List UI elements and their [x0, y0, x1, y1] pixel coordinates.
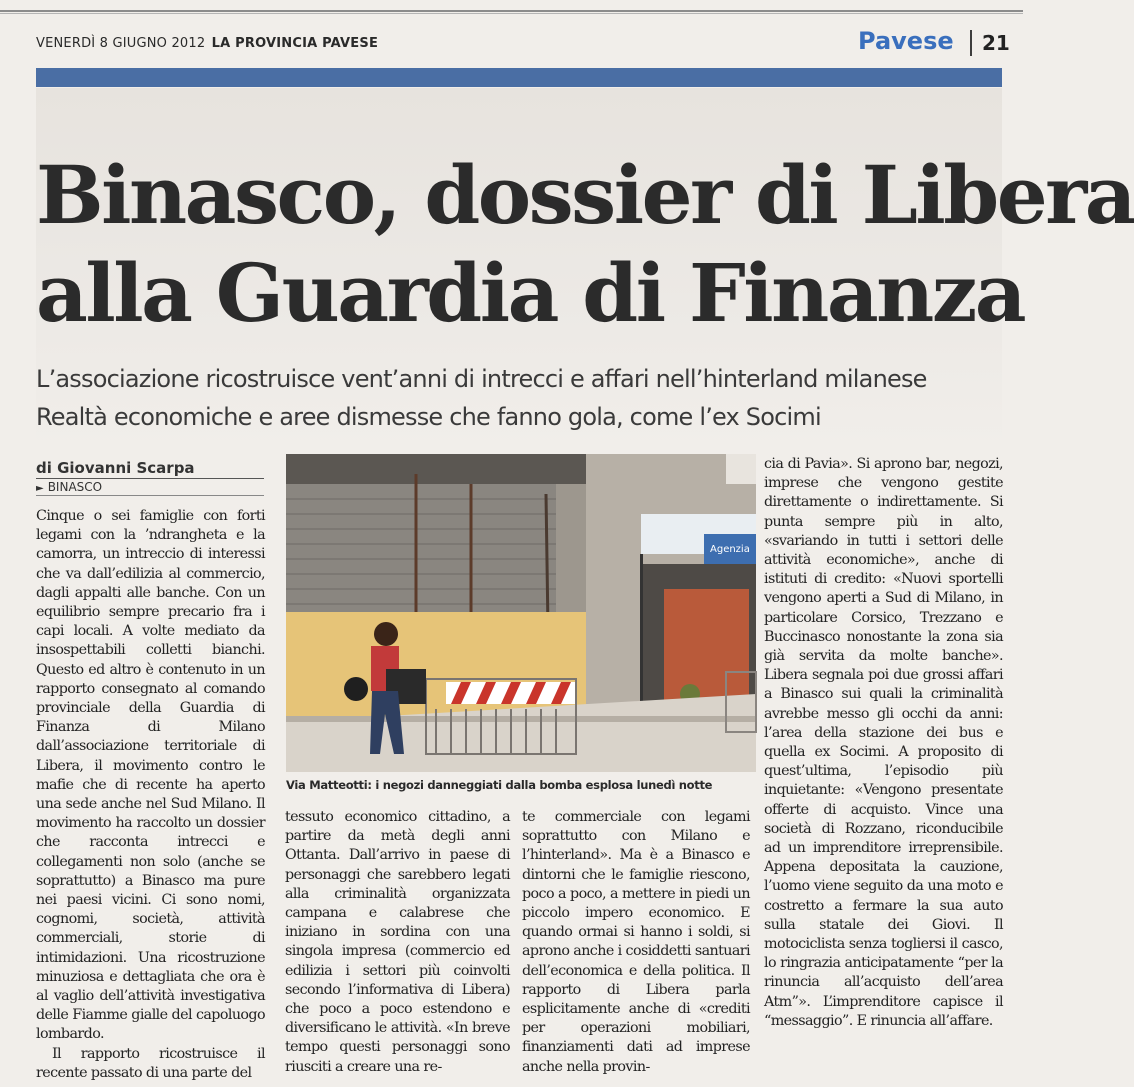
article-column-3 — [522, 808, 750, 1077]
header-date-text: VENERDÌ 8 GIUGNO 2012 — [36, 36, 206, 51]
shop-sign-text: Agenzia — [710, 544, 750, 555]
photo-caption: Via Matteotti: i negozi danneggiati dalla bomba esplosa lunedì notte — [286, 778, 713, 792]
dateline-arrow-icon: ► — [36, 483, 44, 494]
headline-line-2: alla Guardia di Finanza — [36, 246, 1025, 340]
dateline — [36, 480, 102, 494]
header-date — [36, 36, 378, 51]
page-number: 21 — [982, 31, 1010, 55]
headline — [36, 146, 1134, 342]
byline-rule — [36, 478, 264, 479]
article-column-4 — [764, 455, 1003, 1031]
subhead-line-1: L’associazione ricostruisce vent’anni di intrecci e affari nell’hinterland milanese — [36, 365, 927, 393]
subheadline — [36, 360, 1016, 436]
paragraph: tessuto economico cittadino, a partire da metà degli anni Ottanta. Dall’arrivo in paese di personaggi che sarebbero legati alla criminalità organizzata campana e calabrese che iniziano in sordina con una singola impresa (commercio ed edilizia i settori più coinvolti secondo l’informativa di Libera) che poco a poco estendono e diversificano le attività. «In breve tempo questi personaggi sono riusciti a creare una re- — [285, 809, 510, 1075]
dateline-text: BINASCO — [47, 480, 103, 494]
headline-line-1: Binasco, dossier di Libera — [36, 148, 1134, 242]
subhead-line-2: Realtà economiche e aree dismesse che fanno gola, come l’ex Socimi — [36, 403, 821, 431]
article-column-1 — [36, 507, 265, 1083]
paragraph: Il rapporto ricostruisce il recente passato di una parte del — [36, 1045, 265, 1081]
paragraph: cia di Pavia». Si aprono bar, negozi, imprese che vengono gestite direttamente o indirettamente. Si punta sempre più in alto, «svariando in tutti i settori delle attività economiche», anche di istituti di credito: «Nuovi sportelli vengono aperti a Sud di Milano, in particolare Corsico, Trezzano e Buccinasco nonostante la zona sia già servita da molte banche». Libera segnala poi due grossi affari a Binasco sui quali la criminalità avrebbe messo gli occhi da anni: l’area della stazione dei bus e quella ex Socimi. A proposito di quest’ultima, l’episodio più inquietante: «Vengono presentate offerte di acquisto. Vince una società di Rozzano, riconducibile ad un imprenditore irreprensibile. Appena depositata la cauzione, l’uomo viene seguito da una moto e costretto a fermare la sua auto sulla statale dei Giovi. Il motociclista senza togliersi il casco, lo ringrazia anticipatamente “per la rinuncia all’acquisto dell’area Atm”». L’imprenditore capisce il “messaggio”. E rinuncia all’affare. — [764, 456, 1003, 1029]
paragraph: Cinque o sei famiglie con forti legami con la ’ndrangheta e la camorra, un intreccio di interessi che va dall’edilizia al commercio, dagli appalti alle banche. Con un equilibrio sempre precario fra i capi locali. A volte mediato da insospettabili colletti bianchi. Questo ed altro è contenuto in un rapporto consegnato al comando provinciale della Guardia di Finanza di Milano dall’associazione territoriale di Libera, il movimento contro le mafie che di recente ha aperto una sede anche nel Sud Milano. Il movimento ha raccolto un dossier che racconta intrecci e collegamenti non solo (anche se soprattutto) a Binasco ma pure nei paesi vicini. Ci sono nomi, cognomi, società, attività commerciali, storie di intimidazioni. Una ricostruzione minuziosa e dettagliata che ora è al vaglio dell’attività investigativa delle Fiamme gialle del capoluogo lombardo. — [36, 508, 265, 1043]
section-bar — [36, 68, 1002, 87]
dateline-rule — [36, 495, 264, 496]
section-divider — [970, 30, 972, 56]
paragraph: te commerciale con legami soprattutto con Milano e l’hinterland». Ma è a Binasco e dintorni che le famiglie riescono, poco a poco, a mettere in piedi un piccolo impero economico. E quando ormai si hanno i soldi, si aprono anche i cosiddetti santuari dell’economica e della politica. Il rapporto di Libera parla esplicitamente anche di «crediti per operazioni mobiliari, finanziamenti dati ad imprese anche nella provin- — [522, 809, 750, 1075]
article-photo — [286, 454, 756, 772]
top-rule-thin — [0, 13, 1023, 14]
top-rule — [0, 10, 1023, 12]
article-column-2 — [285, 808, 510, 1077]
byline: di Giovanni Scarpa — [36, 459, 195, 477]
section-label: Pavese — [858, 27, 954, 55]
newspaper-name: LA PROVINCIA PAVESE — [211, 36, 379, 51]
